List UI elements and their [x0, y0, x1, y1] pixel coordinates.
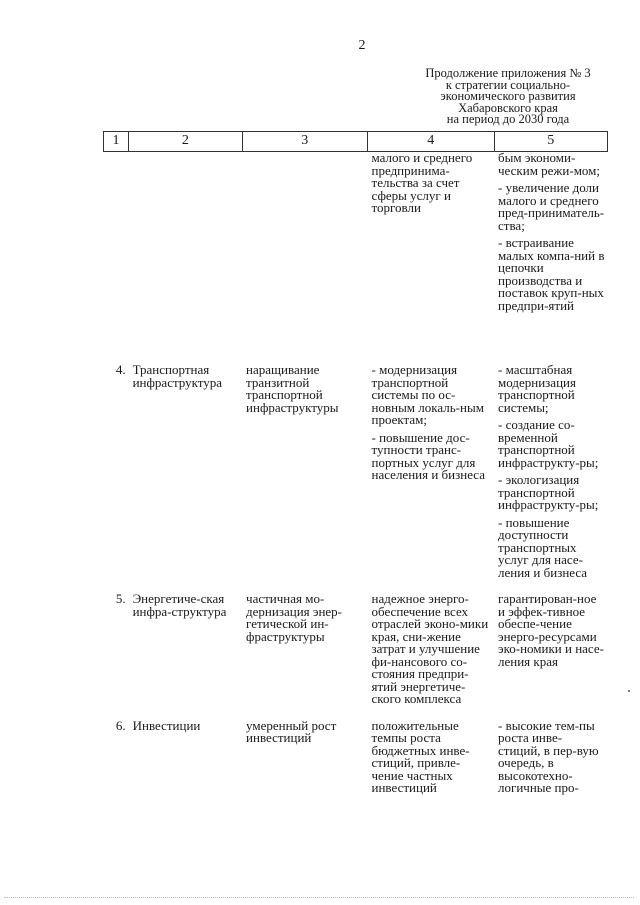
page-number: 2	[358, 38, 366, 53]
col5-cell	[494, 152, 607, 313]
header-line: к стратегии социально-	[445, 77, 571, 92]
table-row	[104, 364, 608, 579]
cell-paragraph: бым экономи-ческим режи-мом;	[498, 150, 601, 178]
column-header: 4	[368, 132, 495, 152]
col4-cell	[368, 717, 495, 795]
header-line: Хабаровского края	[458, 100, 558, 115]
row-number	[104, 152, 129, 313]
cell-paragraph: - создание со-временной транспортной инфраструкту-ры;	[498, 417, 599, 470]
indicator-name: Транспортная инфраструктура	[132, 362, 223, 390]
column-header: 5	[494, 132, 607, 152]
column-number-row	[104, 132, 608, 152]
col3-cell	[242, 717, 367, 795]
scan-edge-noise	[4, 897, 634, 900]
col4-cell	[368, 364, 495, 579]
indicator-name: Энергетиче-ская инфра-структура	[132, 591, 227, 619]
table-row	[104, 593, 608, 706]
cell-paragraph: - экологизация транспортной инфраструкту-ры;	[498, 472, 599, 512]
cell-paragraph: - увеличение доли малого и среднего пред-приниматель-ства;	[498, 180, 605, 233]
table-body	[104, 152, 608, 795]
cell-paragraph: - встраивание малых компа-ний в цепочки производства и поставок круп-ных предпри-ятий	[498, 235, 605, 313]
appendix-header	[418, 68, 598, 126]
cell-paragraph: малого и среднего предпринима-тельства за счет сферы услуг и торговли	[371, 150, 473, 215]
header-line: экономического развития	[440, 89, 576, 103]
table-row	[104, 720, 608, 795]
strategy-table	[103, 131, 608, 795]
row-spacer-cell	[104, 312, 608, 364]
col5-cell	[494, 364, 607, 579]
cell-paragraph: - высокие тем-пы роста инве-стиций, в пер-вую очередь, в высокотехно-логичные про-	[498, 717, 599, 795]
col4-cell	[368, 152, 495, 313]
cell-paragraph: - масштабная модернизация транспортной системы;	[498, 362, 576, 415]
cell-paragraph: положительные темпы роста бюджетных инве-стиций, привле-чение частных инвестиций	[371, 717, 470, 795]
col3-cell	[242, 593, 367, 706]
cell-paragraph: - повышение дос-тупности транс-портных услуг для населения и бизнеса	[371, 429, 486, 482]
row-number: 4.	[115, 362, 126, 377]
cell-paragraph: гарантирован-ное и эффек-тивное обеспе-чение энерго-ресурсами эко-номики и насе-ления края	[498, 591, 604, 669]
indicator-name: Инвестиции	[132, 717, 201, 733]
col5-cell	[494, 717, 607, 795]
header-line: Продолжение приложения № 3	[425, 66, 591, 80]
col5-cell	[494, 593, 607, 706]
cell-paragraph: наращивание транзитной транспортной инфраструктуры	[246, 362, 339, 415]
col4-cell	[368, 593, 495, 706]
table-row	[104, 152, 608, 313]
indicator-name	[129, 152, 242, 313]
col3-cell	[242, 152, 367, 313]
column-header: 1	[104, 132, 129, 152]
cell-paragraph: - модернизация транспортной системы по ос-новным локаль-ным проектам;	[371, 362, 484, 427]
row-number: 6.	[115, 717, 126, 733]
col3-cell	[242, 364, 367, 579]
column-header: 3	[242, 132, 367, 152]
cell-paragraph: умеренный рост инвестиций	[246, 717, 337, 745]
scan-speck	[628, 690, 630, 692]
cell-paragraph: надежное энерго-обеспечение всех отраслей эконо-мики края, сни-жение затрат и улучшение фи-нансового со-стояния предпри-ятий энергетиче-ского комплекса	[371, 591, 489, 706]
row-number: 5.	[115, 591, 126, 606]
header-line: на период до 2030 года	[446, 112, 570, 126]
cell-paragraph: - повышение доступности транспортных услуг для насе-ления и бизнеса	[498, 514, 588, 580]
column-header: 2	[129, 132, 242, 152]
cell-paragraph: частичная мо-дернизация энер-гетической ин-фраструктуры	[246, 591, 343, 644]
row-spacer	[104, 312, 608, 364]
